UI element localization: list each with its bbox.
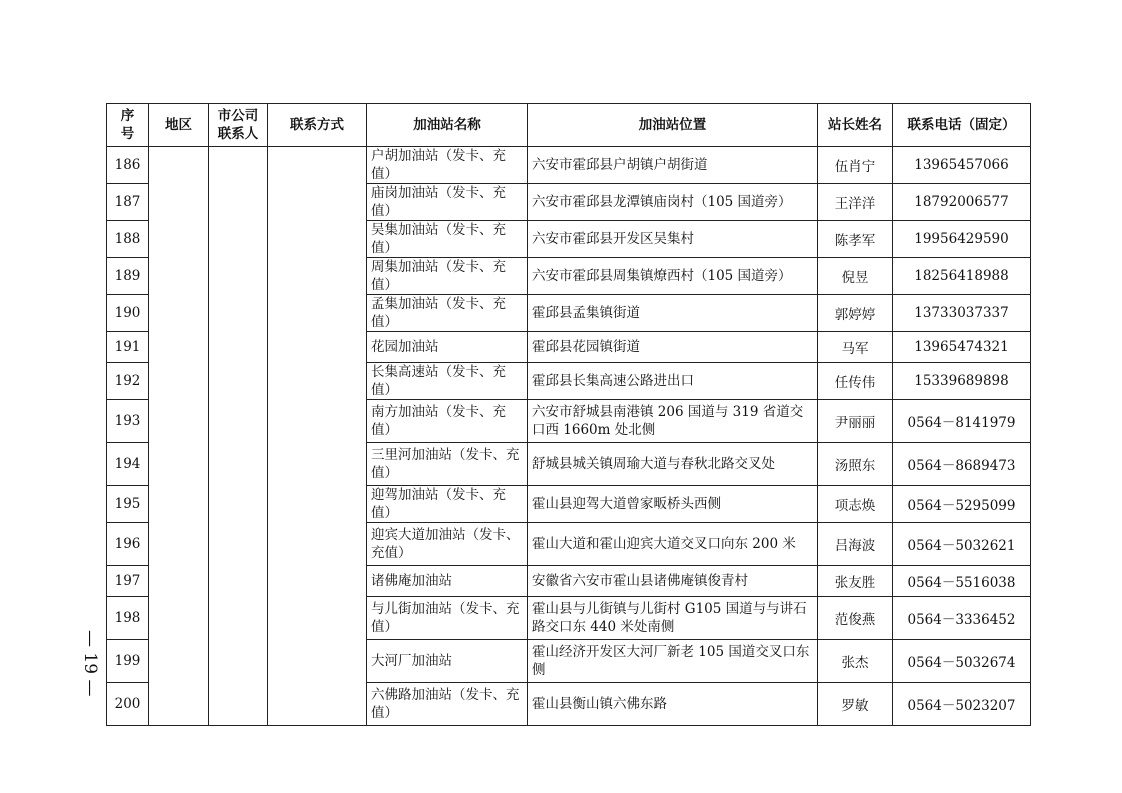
manager-name: 倪昱 — [818, 258, 893, 295]
city-contact-cell — [209, 147, 268, 726]
header-contact-method: 联系方式 — [268, 104, 367, 147]
manager-name: 张友胜 — [818, 566, 893, 597]
station-name: 迎驾加油站（发卡、充值） — [367, 486, 528, 523]
manager-name: 吕海波 — [818, 523, 893, 566]
phone-number: 0564－3336452 — [893, 597, 1031, 640]
station-location: 霍山县衡山镇六佛东路 — [528, 683, 818, 726]
manager-name: 伍肖宁 — [818, 147, 893, 184]
station-name: 庙岗加油站（发卡、充值） — [367, 184, 528, 221]
station-location: 霍山经济开发区大河厂新老 105 国道交叉口东侧 — [528, 640, 818, 683]
manager-name: 张杰 — [818, 640, 893, 683]
station-location: 六安市霍邱县周集镇燎西村（105 国道旁） — [528, 258, 818, 295]
header-phone: 联系电话（固定） — [893, 104, 1031, 147]
station-location: 霍山县迎驾大道曾家畈桥头西侧 — [528, 486, 818, 523]
station-name: 孟集加油站（发卡、充值） — [367, 295, 528, 332]
row-number: 188 — [107, 221, 149, 258]
row-number: 195 — [107, 486, 149, 523]
row-number: 191 — [107, 332, 149, 363]
station-name: 与儿街加油站（发卡、充值） — [367, 597, 528, 640]
row-number: 192 — [107, 363, 149, 400]
phone-number: 19956429590 — [893, 221, 1031, 258]
phone-number: 0564－8141979 — [893, 400, 1031, 443]
row-number: 199 — [107, 640, 149, 683]
station-name: 南方加油站（发卡、充值） — [367, 400, 528, 443]
region-cell — [149, 147, 209, 726]
manager-name: 陈孝军 — [818, 221, 893, 258]
phone-number: 0564－8689473 — [893, 443, 1031, 486]
row-number: 198 — [107, 597, 149, 640]
phone-number: 13965474321 — [893, 332, 1031, 363]
row-number: 200 — [107, 683, 149, 726]
manager-name: 罗敏 — [818, 683, 893, 726]
station-location: 霍邱县孟集镇街道 — [528, 295, 818, 332]
header-station-name: 加油站名称 — [367, 104, 528, 147]
header-region: 地区 — [149, 104, 209, 147]
row-number: 194 — [107, 443, 149, 486]
station-name: 长集高速站（发卡、充值） — [367, 363, 528, 400]
station-name: 户胡加油站（发卡、充值） — [367, 147, 528, 184]
phone-number: 18256418988 — [893, 258, 1031, 295]
station-table — [106, 103, 1031, 726]
station-name: 周集加油站（发卡、充值） — [367, 258, 528, 295]
station-location: 舒城县城关镇周瑜大道与春秋北路交叉处 — [528, 443, 818, 486]
manager-name: 范俊燕 — [818, 597, 893, 640]
phone-number: 13733037337 — [893, 295, 1031, 332]
station-name: 花园加油站 — [367, 332, 528, 363]
station-name: 迎宾大道加油站（发卡、充值） — [367, 523, 528, 566]
manager-name: 郭婷婷 — [818, 295, 893, 332]
header-row — [107, 104, 1031, 147]
header-city-contact: 市公司 联系人 — [209, 104, 268, 147]
manager-name: 汤照东 — [818, 443, 893, 486]
header-station-location: 加油站位置 — [528, 104, 818, 147]
page-number: — 19 — — [80, 630, 100, 697]
phone-number: 0564－5295099 — [893, 486, 1031, 523]
station-location: 霍山大道和霍山迎宾大道交叉口向东 200 米 — [528, 523, 818, 566]
row-number: 193 — [107, 400, 149, 443]
row-number: 190 — [107, 295, 149, 332]
station-name: 吴集加油站（发卡、充值） — [367, 221, 528, 258]
station-location: 六安市霍邱县开发区吴集村 — [528, 221, 818, 258]
manager-name: 项志焕 — [818, 486, 893, 523]
phone-number: 0564－5032621 — [893, 523, 1031, 566]
header-manager: 站长姓名 — [818, 104, 893, 147]
station-name: 六佛路加油站（发卡、充值） — [367, 683, 528, 726]
row-number: 196 — [107, 523, 149, 566]
table-body — [107, 147, 1031, 726]
phone-number: 0564－5516038 — [893, 566, 1031, 597]
row-number: 197 — [107, 566, 149, 597]
station-location: 六安市舒城县南港镇 206 国道与 319 省道交口西 1660m 处北侧 — [528, 400, 818, 443]
manager-name: 尹丽丽 — [818, 400, 893, 443]
phone-number: 15339689898 — [893, 363, 1031, 400]
row-number: 186 — [107, 147, 149, 184]
phone-number: 13965457066 — [893, 147, 1031, 184]
station-location: 霍邱县花园镇街道 — [528, 332, 818, 363]
station-location: 六安市霍邱县龙潭镇庙岗村（105 国道旁） — [528, 184, 818, 221]
row-number: 187 — [107, 184, 149, 221]
contact-method-cell — [268, 147, 367, 726]
station-name: 诸佛庵加油站 — [367, 566, 528, 597]
manager-name: 王洋洋 — [818, 184, 893, 221]
station-name: 大河厂加油站 — [367, 640, 528, 683]
station-location: 六安市霍邱县户胡镇户胡街道 — [528, 147, 818, 184]
manager-name: 马军 — [818, 332, 893, 363]
table-row — [107, 147, 1031, 184]
phone-number: 18792006577 — [893, 184, 1031, 221]
manager-name: 任传伟 — [818, 363, 893, 400]
station-name: 三里河加油站（发卡、充值） — [367, 443, 528, 486]
phone-number: 0564－5032674 — [893, 640, 1031, 683]
header-seq: 序 号 — [107, 104, 149, 147]
row-number: 189 — [107, 258, 149, 295]
station-location: 霍邱县长集高速公路进出口 — [528, 363, 818, 400]
station-location: 安徽省六安市霍山县诸佛庵镇俊青村 — [528, 566, 818, 597]
station-location: 霍山县与儿街镇与儿街村 G105 国道与与讲石路交口东 440 米处南侧 — [528, 597, 818, 640]
phone-number: 0564－5023207 — [893, 683, 1031, 726]
